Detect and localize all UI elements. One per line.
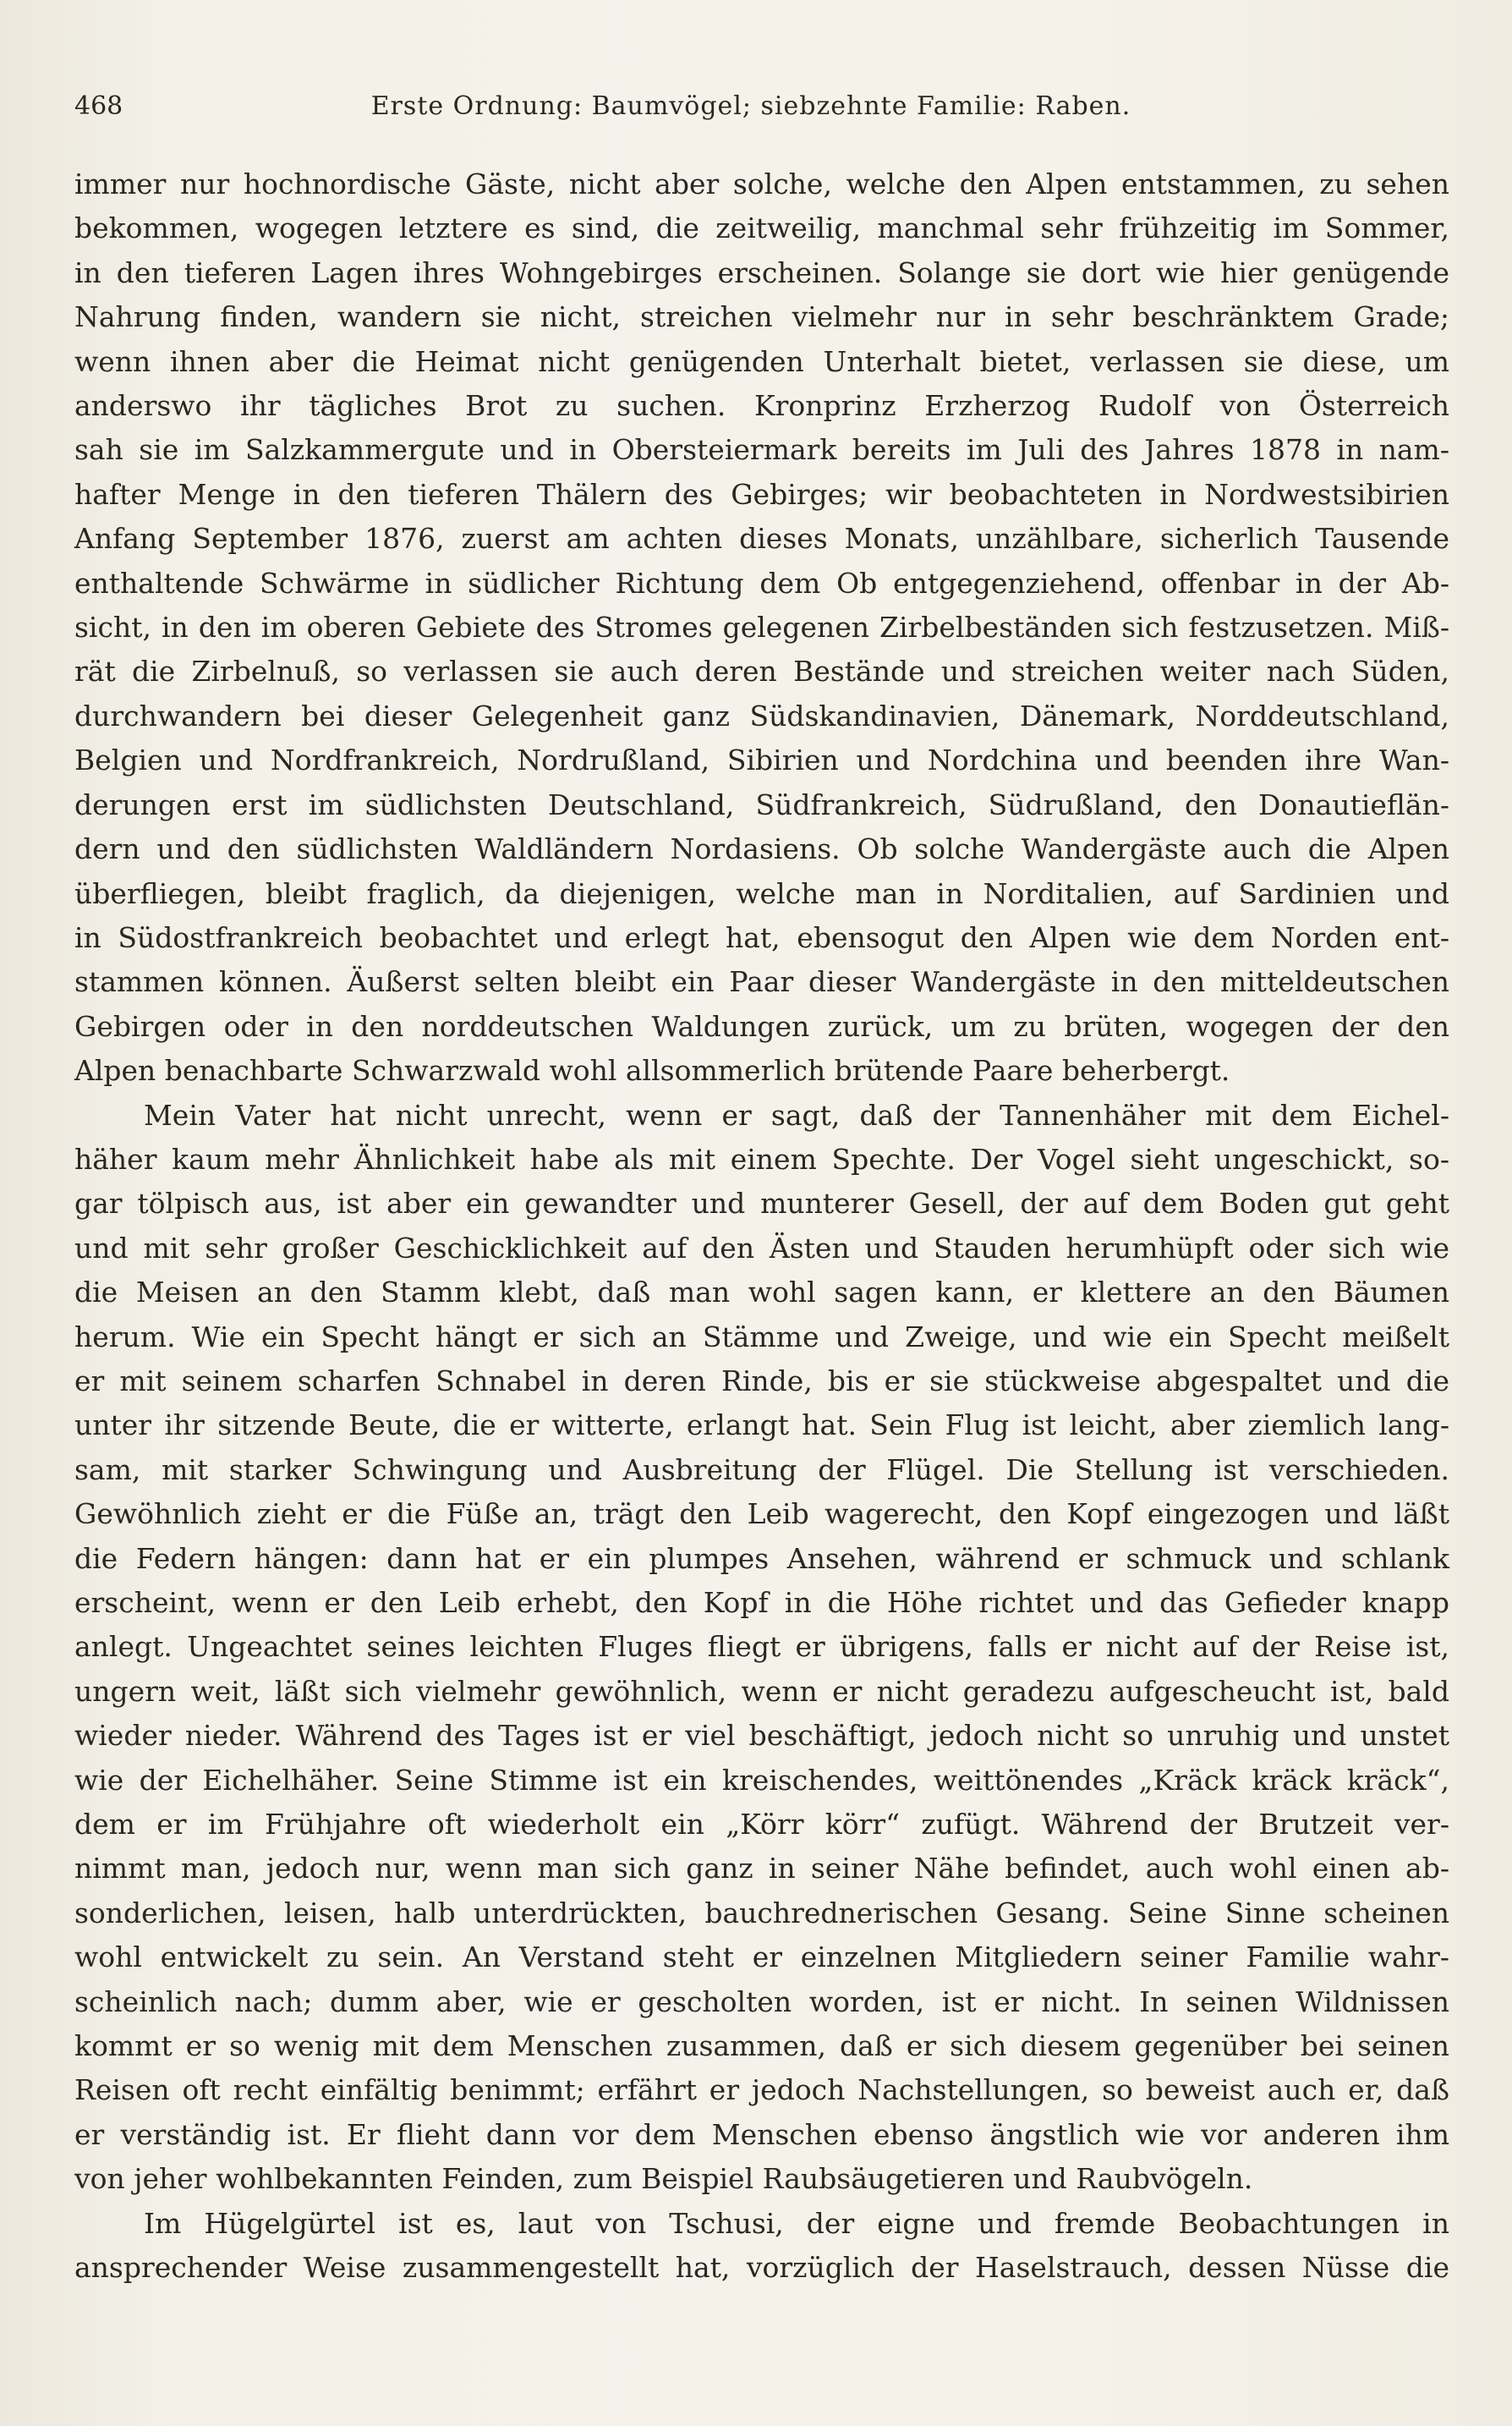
text-line: gar tölpisch aus, ist aber ein gewandter und munterer Gesell, der auf dem Boden gut geht xyxy=(74,1187,1449,1221)
text-line: wohl entwickelt zu sein. An Verstand steht er einzelnen Mitgliedern seiner Familie wahr- xyxy=(74,1940,1449,1974)
text-line: Anfang September 1876, zuerst am achten dieses Monats, unzählbare, sicherlich Tausende xyxy=(74,522,1449,556)
text-line: er mit seinem scharfen Schnabel in deren Rinde, bis er sie stückweise abgespaltet und die xyxy=(74,1364,1449,1397)
text-line: in den tieferen Lagen ihres Wohngebirges erscheinen. Solange sie dort wie hier genügende xyxy=(74,255,1449,289)
page-header xyxy=(74,91,1427,134)
text-line: sicht, in den im oberen Gebiete des Stromes gelegenen Zirbelbeständen sich festzusetzen. Miß- xyxy=(74,611,1449,645)
text-line: Mein Vater hat nicht unrecht, wenn er sagt, daß der Tannenhäher mit dem Eichel- xyxy=(144,1098,1449,1132)
text-line: Gebirgen oder in den norddeutschen Waldungen zurück, um zu brüten, wogegen der den xyxy=(74,1009,1449,1043)
text-line: Im Hügelgürtel ist es, laut von Tschusi, der eigne und fremde Beobachtungen in xyxy=(144,2206,1449,2240)
text-line: Nahrung finden, wandern sie nicht, streichen vielmehr nur in sehr beschränktem Grade; xyxy=(74,300,1449,334)
text-line: kommt er so wenig mit dem Menschen zusammen, daß er sich diesem gegenüber bei seinen xyxy=(74,2029,1449,2063)
text-line: sah sie im Salzkammergute und in Obersteiermark bereits im Juli des Jahres 1878 in nam- xyxy=(74,433,1449,467)
text-line: wieder nieder. Während des Tages ist er viel beschäftigt, jedoch nicht so unruhig und unstet xyxy=(74,1719,1449,1753)
page-number: 468 xyxy=(74,91,123,121)
text-line: Gewöhnlich zieht er die Füße an, trägt den Leib wagerecht, den Kopf eingezogen und läßt xyxy=(74,1497,1449,1531)
paragraph xyxy=(74,1094,1449,2202)
text-line: und mit sehr großer Geschicklichkeit auf den Ästen und Stauden herumhüpft oder sich wie xyxy=(74,1231,1449,1265)
text-line: anderswo ihr tägliches Brot zu suchen. Kronprinz Erzherzog Rudolf von Österreich xyxy=(74,389,1449,423)
text-line: er verständig ist. Er flieht dann vor dem Menschen ebenso ängstlich wie vor anderen ihm xyxy=(74,2117,1449,2151)
body-text xyxy=(74,162,1449,2291)
text-line: durchwandern bei dieser Gelegenheit ganz Südskandinavien, Dänemark, Norddeutschland, xyxy=(74,699,1449,733)
paragraph xyxy=(74,2202,1449,2291)
text-line: die Meisen an den Stamm klebt, daß man wohl sagen kann, er klettere an den Bäumen xyxy=(74,1276,1449,1309)
text-line: enthaltende Schwärme in südlicher Richtung dem Ob entgegenziehend, offenbar in der Ab- xyxy=(74,566,1449,600)
text-line: erscheint, wenn er den Leib erhebt, den Kopf in die Höhe richtet und das Gefieder knapp xyxy=(74,1586,1449,1619)
text-line: Reisen oft recht einfältig benimmt; erfährt er jedoch Nachstellungen, so beweist auch er, daß xyxy=(74,2073,1449,2107)
paragraph xyxy=(74,162,1449,1094)
text-line: dem er im Frühjahre oft wiederholt ein „Körr körr“ zufügt. Während der Brutzeit ver- xyxy=(74,1808,1449,1841)
running-title: Erste Ordnung: Baumvögel; siebzehnte Familie: Raben. xyxy=(370,91,1131,121)
text-line: scheinlich nach; dumm aber, wie er gescholten worden, ist er nicht. In seinen Wildnissen xyxy=(74,1984,1449,2018)
text-line: häher kaum mehr Ähnlichkeit habe als mit einem Spechte. Der Vogel sieht ungeschickt, so- xyxy=(74,1142,1449,1176)
text-line: herum. Wie ein Specht hängt er sich an Stämme und Zweige, und wie ein Specht meißelt xyxy=(74,1320,1449,1353)
text-line: sonderlichen, leisen, halb unterdrückten, bauchrednerischen Gesang. Seine Sinne scheinen xyxy=(74,1896,1449,1929)
text-line: sam, mit starker Schwingung und Ausbreitung der Flügel. Die Stellung ist verschieden. xyxy=(74,1452,1449,1486)
text-line: dern und den südlichsten Waldländern Nordasiens. Ob solche Wandergäste auch die Alpen xyxy=(74,832,1449,866)
text-line: wenn ihnen aber die Heimat nicht genügenden Unterhalt bietet, verlassen sie diese, um xyxy=(74,344,1449,378)
text-line: in Südostfrankreich beobachtet und erlegt hat, ebensogut den Alpen wie dem Norden ent- xyxy=(74,920,1449,954)
text-line: anlegt. Ungeachtet seines leichten Fluges fliegt er übrigens, falls er nicht auf der Reise ist, xyxy=(74,1630,1449,1664)
text-line: bekommen, wogegen letztere es sind, die zeitweilig, manchmal sehr frühzeitig im Sommer, xyxy=(74,211,1449,245)
text-line: von jeher wohlbekannten Feinden, zum Beispiel Raubsäugetieren und Raubvögeln. xyxy=(74,2162,1253,2196)
text-line: hafter Menge in den tieferen Thälern des Gebirges; wir beobachteten in Nordwestsibirien xyxy=(74,477,1449,511)
text-line: rät die Zirbelnuß, so verlassen sie auch deren Bestände und streichen weiter nach Süden, xyxy=(74,655,1449,689)
text-line: immer nur hochnordische Gäste, nicht aber solche, welche den Alpen entstammen, zu sehen xyxy=(74,167,1449,200)
text-line: nimmt man, jedoch nur, wenn man sich ganz in seiner Nähe befindet, auch wohl einen ab- xyxy=(74,1852,1449,1885)
text-line: derungen erst im südlichsten Deutschland, Südfrankreich, Südrußland, den Donautieflän- xyxy=(74,788,1449,821)
text-line: ansprechender Weise zusammengestellt hat, vorzüglich der Haselstrauch, dessen Nüsse die xyxy=(74,2251,1449,2285)
text-line: Belgien und Nordfrankreich, Nordrußland, Sibirien und Nordchina und beenden ihre Wan- xyxy=(74,744,1449,777)
text-line: ungern weit, läßt sich vielmehr gewöhnlich, wenn er nicht geradezu aufgescheucht ist, bald xyxy=(74,1674,1449,1708)
text-line: unter ihr sitzende Beute, die er witterte, erlangt hat. Sein Flug ist leicht, aber ziemlich lang- xyxy=(74,1408,1449,1442)
text-line: stammen können. Äußerst selten bleibt ein Paar dieser Wandergäste in den mitteldeutschen xyxy=(74,965,1449,999)
text-line: Alpen benachbarte Schwarzwald wohl allsommerlich brütende Paare beherbergt. xyxy=(74,1054,1230,1088)
text-line: überfliegen, bleibt fraglich, da diejenigen, welche man in Norditalien, auf Sardinien und xyxy=(74,876,1449,910)
text-line: die Federn hängen: dann hat er ein plumpes Ansehen, während er schmuck und schlank xyxy=(74,1541,1449,1575)
text-line: wie der Eichelhäher. Seine Stimme ist ein kreischendes, weittönendes „Kräck kräck kräck“, xyxy=(74,1763,1449,1797)
